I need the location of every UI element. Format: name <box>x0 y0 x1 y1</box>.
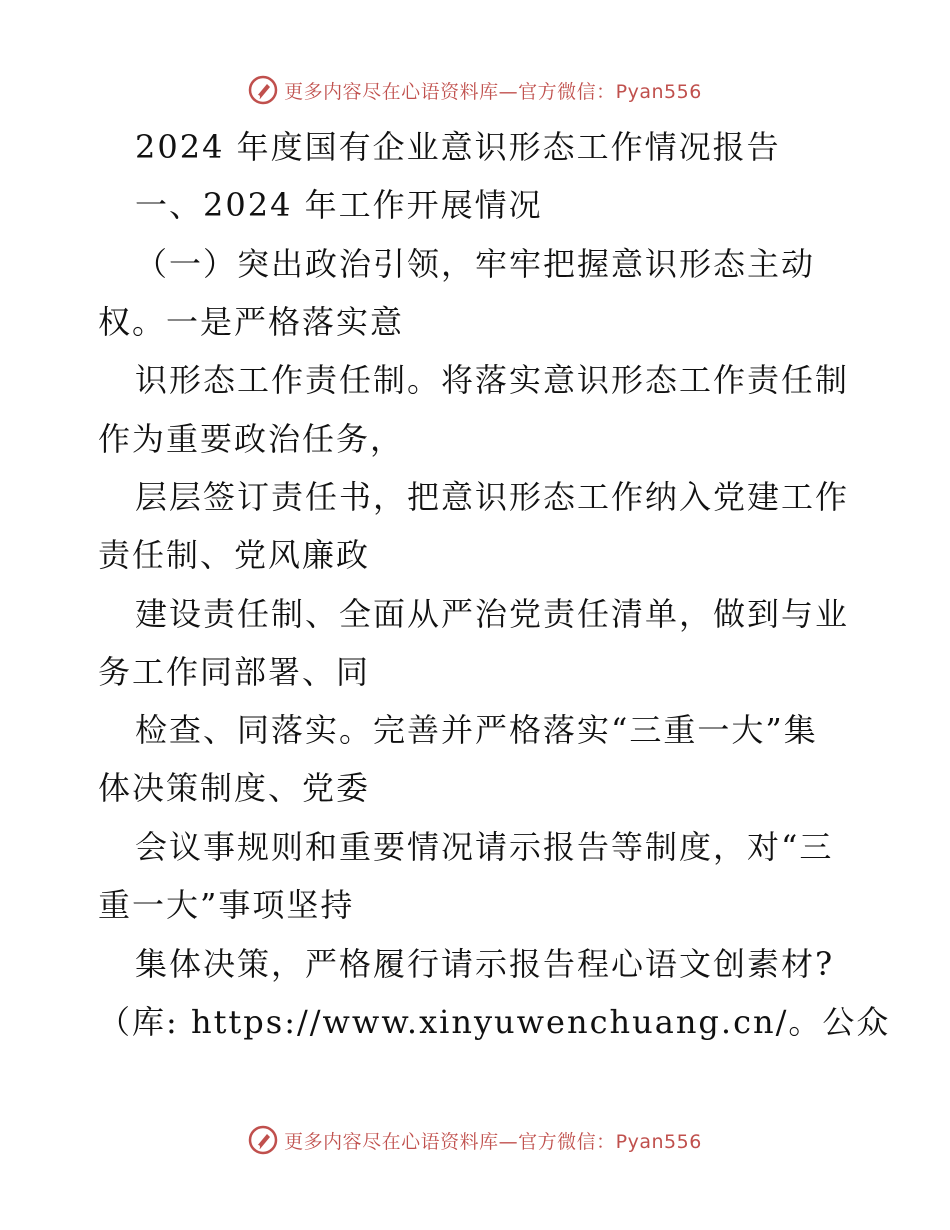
paragraph-line: 检查、同落实。完善并严格落实“三重一大”集 <box>135 711 818 749</box>
paragraph-line: 重一大”事项坚持 <box>98 886 355 924</box>
paragraph-line: （库: https://www.xinyuwenchuang.cn/。公众 <box>98 1003 891 1041</box>
watermark-banner-top <box>0 72 950 108</box>
paragraph-line: 权。一是严格落实意 <box>98 303 405 341</box>
paragraph-line: 层层签订责任书，把意识形态工作纳入党建工作 <box>135 478 850 516</box>
section-heading: 一、2024 年工作开展情况 <box>135 186 543 224</box>
paragraph-line: 体决策制度、党委 <box>98 769 371 807</box>
paragraph-line: 务工作同部署、同 <box>98 653 371 691</box>
pen-logo-icon <box>248 1125 278 1155</box>
document-title: 2024 年度国有企业意识形态工作情况报告 <box>135 128 781 166</box>
paragraph-line: 责任制、党风廉政 <box>98 536 371 574</box>
paragraph-line: 识形态工作责任制。将落实意识形态工作责任制 <box>135 361 850 399</box>
pen-logo-icon <box>248 75 278 105</box>
watermark-text: 更多内容尽在心语资料库—官方微信：Pyan556 <box>284 80 702 103</box>
paragraph-line: 会议事规则和重要情况请示报告等制度，对“三 <box>135 828 834 866</box>
watermark-banner-bottom <box>0 1122 950 1158</box>
paragraph-line: 作为重要政治任务， <box>98 420 405 458</box>
paragraph-line: 建设责任制、全面从严治党责任清单，做到与业 <box>135 595 850 633</box>
watermark-text: 更多内容尽在心语资料库—官方微信：Pyan556 <box>284 1130 702 1153</box>
paragraph-line: （一）突出政治引领，牢牢把握意识形态主动 <box>135 245 816 283</box>
paragraph-line: 集体决策，严格履行请示报告程心语文创素材? <box>135 945 835 983</box>
